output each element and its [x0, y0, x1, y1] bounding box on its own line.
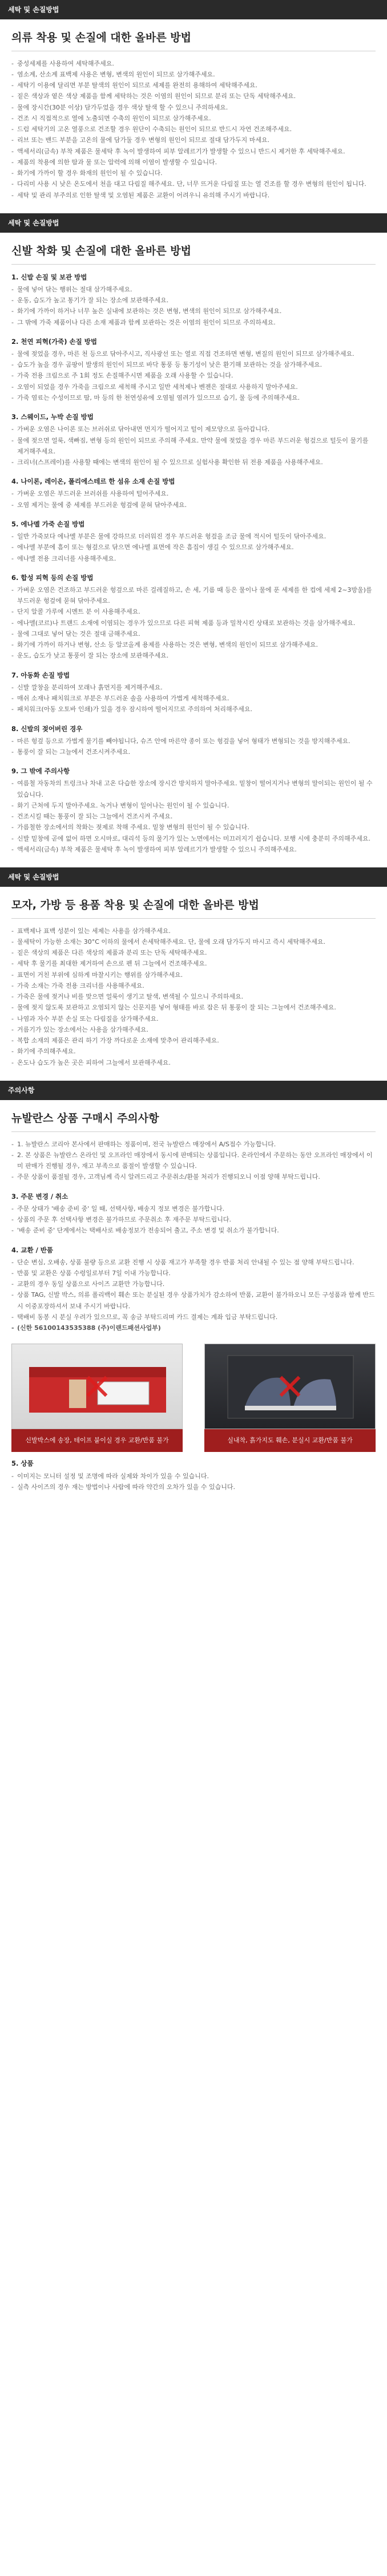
list-item: - 염소계, 산소계 표백제 사용은 변형, 변색의 원인이 되므로 삼가해주세요. — [11, 69, 376, 80]
subsection-title: 6. 합성 피혁 등의 손질 방법 — [11, 573, 94, 582]
subsection-list — [11, 531, 376, 564]
subsection-list — [11, 1257, 376, 1334]
subsection-title: 3. 주문 변경 / 취소 — [11, 1192, 68, 1200]
care-subsection — [11, 1458, 376, 1492]
accessory-care-list — [11, 926, 376, 1068]
care-subsection — [11, 723, 376, 758]
list-item: - 운동, 습도가 높고 통기가 잘 되는 장소에 보관해주세요. — [11, 295, 376, 306]
list-item: - 오염이 되었을 경우 가죽을 크림으로 세척해 주시고 일반 세척제나 벤젠은 절대로 사용하지 말아주세요. — [11, 382, 376, 392]
list-item: - 일반 가죽보다 에나멜 부분은 물에 강하므로 더러워진 경우 부드러운 헝겊을 조금 물에 적시어 털듯이 닦아주세요. — [11, 531, 376, 542]
list-item: - 신발 깔창을 분리하여 모래나 흙먼지를 제거해주세요. — [11, 682, 376, 693]
list-item: - 패치워크(아동 오토바 인쇄)가 있을 경우 잠시하여 떨어지므로 주의하여 처리해주세요. — [11, 704, 376, 715]
list-item: - 화기에 가까이 하거나 너무 높은 실내에 보관하는 것은 변형, 변색의 원인이 되므로 삼가해주세요. — [11, 306, 376, 317]
subsection-title: 1. 신발 손질 및 보관 방법 — [11, 273, 87, 281]
purchase-notice-title: 뉴발란스 상품 구매시 주의사항 — [11, 1111, 376, 1132]
care-subsection — [11, 336, 376, 403]
purchase-notice-product — [11, 1458, 376, 1492]
care-subsection — [11, 518, 376, 564]
list-item: - 복합 소재의 제품은 관리 하기 가장 까다로운 소재에 맞추어 관리해주세요. — [11, 1035, 376, 1046]
subsection-list — [11, 424, 376, 468]
worn-shoes-caption: 실내착, 흙가지도 훼손, 분실시 교환/반품 불가 — [204, 1429, 376, 1452]
apparel-care-list — [11, 58, 376, 201]
list-item: - 실측 사이즈의 경우 재는 방법이나 사람에 따라 약간의 오차가 있을 수 있습니다. — [11, 1482, 376, 1492]
list-item: - 리브 또는 밴드 부분을 고온의 물에 담가둘 경우 변형의 원인이 되므로 절대 담가두지 마세요. — [11, 135, 376, 145]
not-allowed-icon — [84, 1373, 110, 1399]
list-item: - 짙은 색상의 제품은 다른 색상의 제품과 분리 또는 단독 세탁해주세요. — [11, 947, 376, 958]
subsection-title: 7. 아동화 손질 방법 — [11, 671, 70, 679]
list-item: - 나염과 자수 부분 손실 또는 다림질을 삼가해주세요. — [11, 1013, 376, 1024]
list-item: - 화기 근처에 두지 말아주세요. 녹거나 변형이 일어나는 원인이 될 수 있습니다. — [11, 800, 376, 811]
list-item: - 주문 상품이 품절될 경우, 고객님께 즉시 알려드리고 주문취소/환불 처리가 진행되오니 이점 양해 부탁드립니다. — [11, 1171, 376, 1182]
list-item: - 다리미 사용 시 낮은 온도에서 천을 대고 다림질 해주세요. 단, 너무 뜨거운 다림질 또는 열 건조를 할 경우 변형의 원인이 됩니다. — [11, 179, 376, 189]
list-item: - 습도가 높을 경우 곰팡이 발생의 원인이 되므로 바닥 통풍 등 통기성이 낮은 환기해 보관하는 것을 삼가해주세요. — [11, 359, 376, 370]
care-subsection — [11, 1244, 376, 1334]
list-item: - 건조시킬 때는 통풍이 잘 되는 그늘에서 건조시켜 주세요. — [11, 811, 376, 822]
list-item: - 반품 및 교환은 상품 수령일로부터 7일 이내 가능합니다. — [11, 1268, 376, 1279]
list-item: - 오염 제거는 물에 중 세제를 부드러운 헝겊에 묻혀 닦아주세요. — [11, 500, 376, 510]
list-item: - 표면이 거친 부위에 심하게 마찰시키는 행위를 삼가해주세요. — [11, 969, 376, 980]
shoe-care-title: 신발 착화 및 손질에 대한 올바른 방법 — [11, 244, 376, 265]
list-item: - 가벼운 오염은 나이론 또는 브러쉬로 닦아내면 먼지가 떨어지고 털이 제모양으로 돌아갑니다. — [11, 424, 376, 435]
section-banner-shoes: 세탁 및 손질방법 — [0, 213, 387, 233]
list-item: - 교환의 경우 동일 상품으로 사이즈 교환만 가능합니다. — [11, 1279, 376, 1289]
return-example-shoebox — [11, 1344, 183, 1452]
list-item: - 세탁 및 관리 부주의로 인한 탈색 및 오염된 제품은 교환이 어려우니 유의해 주시기 바랍니다. — [11, 190, 376, 201]
list-item: - 그 밖에 가죽 제품이나 다른 소재 제품과 함께 보관하는 것은 이염의 원인이 되므로 주의하세요. — [11, 317, 376, 328]
shoebox-with-label-photo — [11, 1344, 183, 1429]
list-item: - 가름철한 장소에서의 착화는 젖제로 착해 주세요. 밑창 변형의 원인이 될 수 있습니다. — [11, 822, 376, 833]
list-item: - 거름기가 있는 장소에서는 사용을 삼가해주세요. — [11, 1024, 376, 1035]
purchase-notice-subsections — [11, 1139, 376, 1334]
purchase-notice-section — [0, 1100, 387, 1505]
list-item: - 단순 변심, 오배송, 상품 불량 등으로 교환 진행 시 상품 재고가 부족할 경우 반품 처리 안내될 수 있는 점 양해 부탁드립니다. — [11, 1257, 376, 1268]
list-item: - 가벼운 오염은 건조하고 부드러운 헝겊으로 마른 걸레질하고, 손 세, 기름 때 등은 물이나 물에 푼 세제를 한 컵에 세제 2~3방울)를 부드러운 헝겊에 묻혀 닦아주세요. — [11, 585, 376, 607]
subsection-title: 4. 교환 / 반품 — [11, 1246, 54, 1254]
list-item: - 화기에 가까이 하거나 변형, 산소 등 알코올계 용제를 사용하는 것은 변형, 변색의 원인이 되므로 삼가해주세요. — [11, 639, 376, 650]
list-item: - 화기에 가까이 할 경우 화재의 원인이 될 수 있습니다. — [11, 168, 376, 179]
care-subsection — [11, 1191, 376, 1236]
shoe-care-section — [0, 233, 387, 867]
care-subsection — [11, 765, 376, 855]
list-item: - 액세서리(금속) 부착 제품은 물세탁 후 녹이 발생하여 피부 알레르기가 발생할 수 있으니 반드시 제거한 후 세탁해주세요. — [11, 146, 376, 157]
return-example-worn — [204, 1344, 376, 1452]
list-item: - 매쉬 소재나 패치워크로 부분은 부드러운 솔을 사용하여 가볍게 세척해주세요. — [11, 693, 376, 704]
list-item: - 화기에 주의해주세요. — [11, 1046, 376, 1057]
list-item: - 운도, 습도가 낮고 통풍이 잘 되는 장소에 보관해주세요. — [11, 650, 376, 661]
care-subsection — [11, 670, 376, 715]
list-item: - 에나멜 전용 크리너를 사용해주세요. — [11, 553, 376, 564]
subsection-list — [11, 488, 376, 510]
care-subsection — [11, 411, 376, 468]
list-item: - 상품의 주문 후 선택사항 변경은 불가하므로 주문취소 후 재주문 부탁드립니다. — [11, 1214, 376, 1225]
list-item: - 액세서리(금속) 부착 제품은 물세탁 후 녹이 발생하여 피부 알레르기가 발생할 수 있으니 주의해주세요. — [11, 844, 376, 855]
list-item: - 건조 시 직접적으로 열에 노출되면 수축의 원인이 되므로 삼가해주세요. — [11, 113, 376, 124]
list-item: - 가죽 소재는 가죽 전용 크리너를 사용해주세요. — [11, 980, 376, 991]
not-allowed-icon — [277, 1373, 303, 1399]
list-item: - 짙은 색상과 옅은 색상 제품을 함께 세탁하는 것은 이염의 원인이 되므로 분리 또는 단독 세탁해주세요. — [11, 91, 376, 102]
list-item: - 가벼운 오염은 부드러운 브러쉬를 사용하여 털어주세요. — [11, 488, 376, 499]
care-subsection — [11, 572, 376, 662]
list-item: - 세탁기 이용에 달리면 부분 탈색의 원인이 되므로 세제를 완전히 용해하여 세탁해주세요. — [11, 80, 376, 91]
list-item: - 물에 그대로 넣어 닦는 것은 절대 금해주세요. — [11, 628, 376, 639]
list-item: - 가죽은 물에 젖거나 비를 맞으면 얼룩이 생기고 탈색, 변색될 수 있으니 주의하세요. — [11, 991, 376, 1002]
list-item: - 마른 헝겊 등으로 가볍게 물기를 빼야됩니다, 슈즈 안에 마른약 종이 또는 헝겊을 넣어 형태가 변형되는 것을 방지해주세요. — [11, 736, 376, 747]
list-item: - 에나멜 부분에 흠이 또는 형겊으로 닦으면 에나멜 표면에 작은 흠집이 생길 수 있으므로 삼가해주세요. — [11, 542, 376, 553]
list-item: - 여름철 자동차의 트렁크나 차내 고온 다습한 장소에 장시간 방치하지 말아주세요. 밑창이 떨어지거나 변형의 말이되는 원인이 될 수 있습니다. — [11, 778, 376, 800]
list-item: - 통풍이 잘 되는 그늘에서 건조시켜주세요. — [11, 747, 376, 757]
list-item: - 가죽 전용 크림으로 주 1회 정도 손질해주시면 제품을 오래 사용할 수 있습니다. — [11, 370, 376, 381]
list-item: - 상품 TAG, 신발 박스, 의류 폴리백이 훼손 또는 분실된 경우 상품가치가 감소하여 반품, 교환이 불가하오니 모든 구성품과 함께 반드시 이중포장하셔서 보내 주시기 바랍니다. — [11, 1289, 376, 1312]
list-item: - 2. 본 상품은 뉴발란스 온라인 및 오프라인 매장에서 동시에 판매되는 상품입니다. 온라인에서 주문하는 동안 오프라인 매장에서 이미 판매가 진행될 경우, 재고 부족으로 품절이 발생할 수 있습니다. — [11, 1150, 376, 1172]
list-item: - 이미지는 모니터 설정 및 조명에 따라 실제와 차이가 있을 수 있습니다. — [11, 1471, 376, 1482]
list-item: - 표백제나 표백 성분이 있는 세제는 사용을 삼가해주세요. — [11, 926, 376, 936]
accessory-care-title: 모자, 가방 등 용품 착용 및 손질에 대한 올바른 방법 — [11, 898, 376, 919]
list-item: - 신발 밑창에 곧에 없어 하면 오시마로, 대리석 등의 물기가 있는 노면에서는 미끄러지기 쉽습니다. 보행 시에 충분히 주의해주세요. — [11, 833, 376, 844]
list-item: - 중성세제를 사용하여 세탁해주세요. — [11, 58, 376, 69]
list-item: - 세탁 후 물기를 최대한 제거하여 손으로 펜 뒤 그늘에서 건조해주세요. — [11, 958, 376, 969]
section-banner-apparel: 세탁 및 손질방법 — [0, 0, 387, 19]
list-item: - (신한 56100143535388 (주)이랜드패션사업부) — [11, 1323, 376, 1333]
subsection-title: 3. 스웨이드, 누박 손질 방법 — [11, 413, 94, 421]
subsection-list — [11, 778, 376, 855]
list-item: - 가죽 염료는 수성이므로 땀, 마 등의 한 천연성유에 오염될 염려가 있으므로 습기, 물 등에 주의해주세요. — [11, 392, 376, 403]
subsection-list — [11, 284, 376, 328]
list-item: - 에나멜(코르)나 트랜드 소재에 이염되는 경우가 있으므로 다른 피혁 제품 등과 밀착시킨 상태로 보관하는 것을 삼가해주세요. — [11, 618, 376, 628]
list-item: - 드럼 세탁기의 고온 열풍으로 건조할 경우 원단이 수축되는 원인이 되므로 반드시 자연 건조해주세요. — [11, 124, 376, 135]
apparel-care-section — [0, 19, 387, 213]
section-banner-notice: 주의사항 — [0, 1081, 387, 1100]
subsection-title: 5. 상품 — [11, 1459, 34, 1468]
subsection-title: 2. 천연 피혁(가죽) 손질 방법 — [11, 337, 97, 346]
list-item: - 크리너(스프레이)를 사용할 때에는 변색의 원인이 될 수 있으므로 실험사용 확인한 뒤 전용 제품을 사용해주세요. — [11, 457, 376, 468]
subsection-list — [11, 348, 376, 403]
subsection-title: 9. 그 밖에 주의사항 — [11, 767, 70, 776]
subsection-title: 4. 나이론, 레이온, 폴리에스테르 한 섬유 소재 손질 방법 — [11, 477, 175, 486]
list-item: - 물세탁이 가능한 소재는 30°C 이하의 물에서 손세탁해주세요. 단, 물에 오래 담가두지 마시고 즉시 세탁해주세요. — [11, 936, 376, 947]
shoe-care-subsections — [11, 271, 376, 855]
subsection-list — [11, 682, 376, 715]
care-subsection — [11, 1139, 376, 1183]
care-subsection — [11, 271, 376, 328]
apparel-care-title: 의류 착용 및 손질에 대한 올바른 방법 — [11, 31, 376, 51]
subsection-title: 8. 신발의 젖어버린 경우 — [11, 724, 83, 733]
section-banner-accessories: 세탁 및 손질방법 — [0, 867, 387, 887]
list-item: - 제품의 착용에 의한 땀과 물 또는 압력에 의해 이염이 발생할 수 있습니다. — [11, 157, 376, 168]
list-item: - 택배비 동봉 시 분실 우려가 있으므로, 꼭 송금 부탁드리며 카드 결제는 계좌 입금 부탁드립니다. — [11, 1312, 376, 1323]
list-item: - 주문 상태가 '배송 준비 중' 일 때, 선택사항, 배송지 정보 변경은 불가합니다. — [11, 1203, 376, 1214]
subsection-list — [11, 585, 376, 662]
care-subsection — [11, 476, 376, 510]
list-item: - '배송 준비 중' 단계에서는 택배사로 배송정보가 전송되어 출고, 주소 변경 및 취소가 불가합니다. — [11, 1225, 376, 1236]
list-item: - 단지 알콜 가루에 시멘트 분 이 사용해주세요. — [11, 606, 376, 617]
shoebox-caption: 신발박스에 송장, 테이프 붙이실 경우 교환/반품 불가 — [11, 1429, 183, 1452]
list-item: - 물에 넣어 닦는 행위는 절대 삼가해주세요. — [11, 284, 376, 295]
worn-shoes-photo — [204, 1344, 376, 1429]
subsection-title: 5. 에나멜 가죽 손질 방법 — [11, 520, 85, 528]
subsection-list — [11, 1139, 376, 1183]
list-item: - 온도나 습도가 높은 곳은 피하여 그늘에서 보관해주세요. — [11, 1057, 376, 1068]
list-item: - 물에 젖었을 경우, 마른 천 등으로 닦아주시고, 직사광선 또는 열로 직접 건조하면 변형, 변질의 원인이 되므로 삼가해주세요. — [11, 348, 376, 359]
return-example-figures — [11, 1344, 376, 1452]
subsection-list — [11, 736, 376, 758]
list-item: - 물에 젖지 않도록 보관하고 오염되지 않는 신문지를 넣어 형태를 바로 잡은 뒤 통풍이 잘 되는 그늘에서 건조해주세요. — [11, 1002, 376, 1013]
subsection-list — [11, 1471, 376, 1493]
accessory-care-section — [0, 887, 387, 1081]
list-item: - 물에 젖으면 얼룩, 색빠짐, 변형 등의 원인이 되므로 주의해 주세요. 만약 물에 젖었을 경우 마른 부드러운 헝겊으로 털듯이 물기를 제거해주세요. — [11, 435, 376, 457]
list-item: - 1. 뉴발란스 코리아 본사에서 판매하는 정품이며, 전국 뉴발란스 매장에서 A/S접수 가능합니다. — [11, 1139, 376, 1150]
subsection-list — [11, 1203, 376, 1236]
list-item: - 물에 장시간(30분 이상) 담가두었을 경우 색상 탈색 할 수 있으니 주의하세요. — [11, 102, 376, 113]
